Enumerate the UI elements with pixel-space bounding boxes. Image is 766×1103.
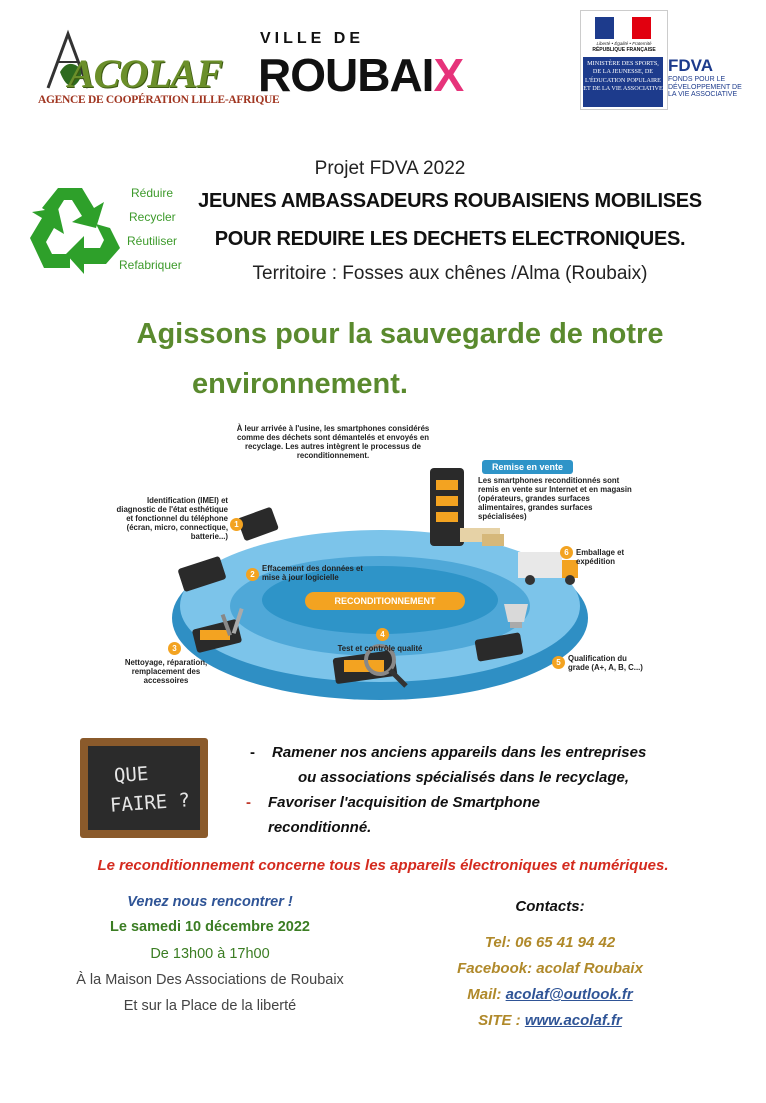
site-link[interactable]: www.acolaf.fr bbox=[524, 1012, 622, 1029]
republique-francaise-logo bbox=[580, 10, 668, 110]
action-2-line2: reconditionné. bbox=[268, 819, 372, 836]
ministry-label: MINISTÈRE DES SPORTS, DE LA JEUNESSE, DE L'ÉDUCATION POPULAIRE ET DE LA VIE ASSOCIATIVE bbox=[583, 57, 663, 107]
headline-line2: environnement. bbox=[192, 368, 408, 400]
project-title: Projet FDVA 2022 bbox=[314, 158, 466, 179]
roubaix-logo bbox=[258, 30, 468, 110]
recycle-verb: Réduire bbox=[131, 186, 174, 200]
headline-line1: Agissons pour la sauvegarde de notre bbox=[136, 318, 664, 350]
step-number: 6 bbox=[560, 546, 573, 559]
mail-link[interactable]: acolaf@outlook.fr bbox=[505, 986, 633, 1003]
contact-tel: Tel: 06 65 41 94 42 bbox=[484, 934, 616, 951]
chalkboard-line1: QUE bbox=[113, 762, 150, 788]
site-label: SITE : bbox=[478, 1012, 525, 1029]
bullet-dash: - bbox=[246, 794, 251, 811]
mail-label: Mail: bbox=[467, 986, 506, 1003]
main-title-line1: JEUNES AMBASSADEURS ROUBAISIENS MOBILISES bbox=[198, 190, 702, 212]
acolaf-logo bbox=[38, 28, 280, 112]
action-1-line2: ou associations spécialisés dans le recyclage, bbox=[298, 769, 630, 786]
step-5-text: Qualification du grade (A+, A, B, C...) bbox=[568, 654, 643, 672]
step-number: 2 bbox=[246, 568, 259, 581]
rf-republic: RÉPUBLIQUE FRANÇAISE bbox=[592, 47, 656, 53]
event-invite: Venez nous rencontrer ! bbox=[127, 894, 293, 910]
recycle-icon bbox=[20, 178, 130, 278]
ville-label: VILLE DE bbox=[260, 30, 365, 47]
rf-motto: Liberté • Égalité • Fraternité bbox=[596, 41, 652, 46]
fdva-wordmark: FDVA bbox=[668, 56, 714, 75]
event-place-1: À la Maison Des Associations de Roubaix bbox=[76, 972, 344, 988]
contact-mail bbox=[400, 986, 700, 1003]
fdva-full-name: FONDS POUR LE DÉVELOPPEMENT DE LA VIE ASSOCIATIVE bbox=[668, 76, 742, 98]
event-time: De 13h00 à 17h00 bbox=[150, 946, 270, 962]
recycle-verb: Recycler bbox=[129, 210, 176, 224]
acolaf-wordmark: ACOLAF bbox=[68, 51, 223, 96]
action-2-line1: Favoriser l'acquisition de Smartphone bbox=[268, 794, 540, 811]
remise-en-vente-label: Remise en vente bbox=[482, 460, 573, 474]
event-place-2: Et sur la Place de la liberté bbox=[123, 998, 297, 1014]
step-2-text: Effacement des données et mise à jour logicielle bbox=[262, 564, 363, 582]
step-number: 3 bbox=[168, 642, 181, 655]
roubaix-x: X bbox=[433, 49, 464, 101]
roubaix-text: ROUBAI bbox=[258, 49, 434, 101]
recycle-verb: Réutiliser bbox=[127, 234, 178, 248]
fdva-logo bbox=[668, 56, 758, 108]
infographic-intro: À leur arrivée à l'usine, les smartphones considérés comme des déchets sont démantelés et envoyés en recyclage. Les autres intègrent le processus de reconditionnement. bbox=[236, 424, 430, 460]
roubaix-wordmark bbox=[258, 48, 463, 102]
reconditioning-infographic bbox=[100, 410, 660, 710]
chalkboard-line2: FAIRE ? bbox=[109, 789, 191, 817]
recycle-verb: Refabriquer bbox=[119, 258, 182, 272]
step-4-text: Test et contrôle qualité bbox=[337, 644, 423, 653]
contact-facebook: Facebook: acolaf Roubaix bbox=[457, 960, 643, 977]
action-1-line1: Ramener nos anciens appareils dans les entreprises bbox=[272, 744, 647, 761]
bullet-dash: - bbox=[250, 744, 255, 761]
step-3-text: Nettoyage, réparation, remplacement des accessoires bbox=[124, 658, 208, 685]
contact-site bbox=[400, 1012, 700, 1029]
step-number: 4 bbox=[376, 628, 389, 641]
territory-label: Territoire : Fosses aux chênes /Alma (Roubaix) bbox=[252, 263, 648, 284]
chalkboard-image bbox=[80, 738, 208, 838]
step-number: 1 bbox=[230, 518, 243, 531]
acolaf-tagline: AGENCE DE COOPÉRATION LILLE-AFRIQUE bbox=[38, 94, 280, 106]
reconditioning-note: Le reconditionnement concerne tous les appareils électroniques et numériques. bbox=[97, 857, 669, 874]
main-title-line2: POUR REDUIRE LES DECHETS ELECTRONIQUES. bbox=[214, 228, 686, 250]
contacts-title: Contacts: bbox=[515, 898, 585, 915]
step-number: 5 bbox=[552, 656, 565, 669]
event-date: Le samedi 10 décembre 2022 bbox=[110, 919, 310, 935]
french-flag-icon bbox=[595, 17, 651, 39]
remise-text: Les smartphones reconditionnés sont remis en vente sur Internet et en magasin (opérateurs, grandes surfaces alimentaires, grandes surfaces spécialisées) bbox=[478, 476, 632, 521]
step-6-text: Emballage et expédition bbox=[576, 548, 625, 566]
chalkboard-slate bbox=[88, 746, 200, 830]
reconditionnement-label: RECONDITIONNEMENT bbox=[305, 592, 465, 610]
step-1-text: Identification (IMEI) et diagnostic de l'état esthétique et fonctionnel du téléphone (écran, micro, connectique, batterie...) bbox=[116, 496, 228, 541]
